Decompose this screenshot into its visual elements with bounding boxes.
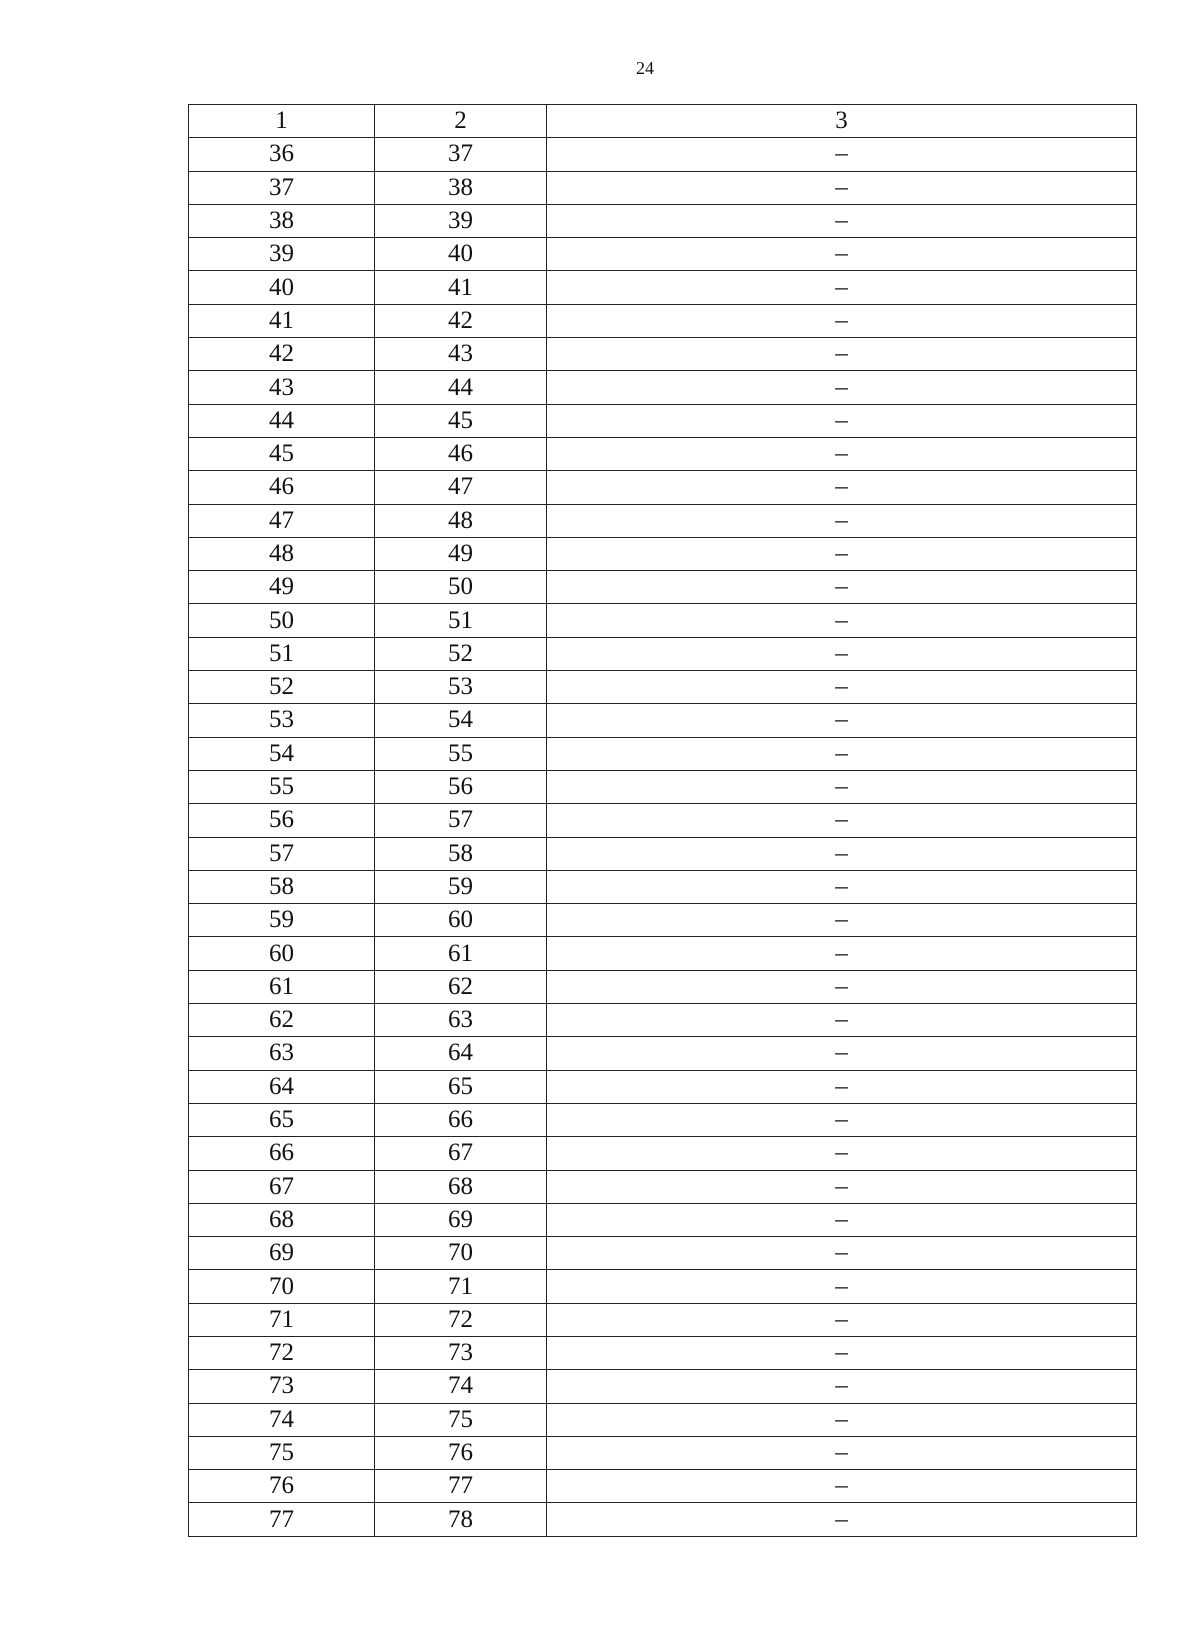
table-cell-col-2: 59: [375, 870, 547, 903]
table-cell-col-3: –: [547, 937, 1137, 970]
table-cell-col-2: 65: [375, 1070, 547, 1103]
table-cell-col-1: 76: [189, 1470, 375, 1503]
table-cell-col-3: –: [547, 970, 1137, 1003]
table-cell-col-1: 72: [189, 1336, 375, 1369]
table-cell-col-3: –: [547, 1070, 1137, 1103]
table-cell-col-2: 73: [375, 1336, 547, 1369]
table-cell-col-3: –: [547, 371, 1137, 404]
table-cell-col-1: 70: [189, 1270, 375, 1303]
table-row: [189, 870, 1137, 903]
table-cell-col-2: 70: [375, 1237, 547, 1270]
table-cell-col-1: 55: [189, 770, 375, 803]
table-cell-col-3: –: [547, 1037, 1137, 1070]
table-cell-col-2: 39: [375, 204, 547, 237]
table-cell-col-3: –: [547, 1370, 1137, 1403]
table-cell-col-1: 38: [189, 204, 375, 237]
table-cell-col-3: –: [547, 1403, 1137, 1436]
table-cell-col-3: –: [547, 271, 1137, 304]
table-cell-col-3: –: [547, 1270, 1137, 1303]
table-row: [189, 1336, 1137, 1369]
table-cell-col-2: 41: [375, 271, 547, 304]
table-cell-col-2: 67: [375, 1137, 547, 1170]
table-cell-col-2: 57: [375, 804, 547, 837]
table-cell-col-3: –: [547, 404, 1137, 437]
table-cell-col-2: 38: [375, 171, 547, 204]
table-cell-col-1: 69: [189, 1237, 375, 1270]
table-cell-col-1: 42: [189, 338, 375, 371]
table-row: [189, 837, 1137, 870]
table-cell-col-3: –: [547, 870, 1137, 903]
table-cell-col-3: –: [547, 1170, 1137, 1203]
table-row: [189, 937, 1137, 970]
table-cell-col-3: –: [547, 704, 1137, 737]
table-cell-col-2: 76: [375, 1436, 547, 1469]
table-cell-col-1: 67: [189, 1170, 375, 1203]
table-cell-col-2: 55: [375, 737, 547, 770]
table-cell-col-1: 68: [189, 1203, 375, 1236]
data-table: [188, 104, 1137, 1537]
table-cell-col-3: –: [547, 571, 1137, 604]
table-cell-col-1: 53: [189, 704, 375, 737]
table-cell-col-3: –: [547, 1303, 1137, 1336]
table-cell-col-1: 37: [189, 171, 375, 204]
table-cell-col-2: 72: [375, 1303, 547, 1336]
table-row: [189, 571, 1137, 604]
table-cell-col-2: 42: [375, 304, 547, 337]
table-cell-col-1: 51: [189, 637, 375, 670]
table-row: [189, 904, 1137, 937]
table-cell-col-3: –: [547, 1004, 1137, 1037]
table-row: [189, 671, 1137, 704]
table-cell-col-2: 71: [375, 1270, 547, 1303]
table-row: [189, 1070, 1137, 1103]
table-cell-col-2: 68: [375, 1170, 547, 1203]
table-cell-col-3: –: [547, 171, 1137, 204]
table-cell-col-1: 43: [189, 371, 375, 404]
table-cell-col-1: 62: [189, 1004, 375, 1037]
table-cell-col-3: –: [547, 238, 1137, 271]
table-cell-col-1: 57: [189, 837, 375, 870]
table-row: [189, 804, 1137, 837]
table-row: [189, 238, 1137, 271]
table-row: [189, 1403, 1137, 1436]
table-cell-col-3: –: [547, 1503, 1137, 1536]
table-cell-col-3: –: [547, 737, 1137, 770]
table-cell-col-2: 61: [375, 937, 547, 970]
table-cell-col-3: –: [547, 1470, 1137, 1503]
table-cell-col-3: –: [547, 1237, 1137, 1270]
table-cell-col-1: 63: [189, 1037, 375, 1070]
table-row: [189, 437, 1137, 470]
table-cell-col-1: 56: [189, 804, 375, 837]
table-cell-col-3: –: [547, 338, 1137, 371]
header-cell-3: 3: [547, 105, 1137, 138]
table-cell-col-2: 40: [375, 238, 547, 271]
table-cell-col-2: 51: [375, 604, 547, 637]
table-cell-col-2: 69: [375, 1203, 547, 1236]
table-row: [189, 1237, 1137, 1270]
table-cell-col-2: 37: [375, 138, 547, 171]
table-row: [189, 1270, 1137, 1303]
table-cell-col-3: –: [547, 904, 1137, 937]
table-row: [189, 1137, 1137, 1170]
table-cell-col-1: 48: [189, 537, 375, 570]
table-cell-col-2: 50: [375, 571, 547, 604]
table-cell-col-1: 77: [189, 1503, 375, 1536]
table-row: [189, 970, 1137, 1003]
table-cell-col-1: 54: [189, 737, 375, 770]
table-row: [189, 1503, 1137, 1536]
table-row: [189, 338, 1137, 371]
table-row: [189, 371, 1137, 404]
table-row: [189, 1303, 1137, 1336]
table-row: [189, 204, 1137, 237]
table-cell-col-1: 45: [189, 437, 375, 470]
table-cell-col-1: 44: [189, 404, 375, 437]
table-cell-col-2: 53: [375, 671, 547, 704]
table-cell-col-3: –: [547, 471, 1137, 504]
table-cell-col-3: –: [547, 204, 1137, 237]
table-cell-col-1: 46: [189, 471, 375, 504]
table-cell-col-3: –: [547, 637, 1137, 670]
table-cell-col-1: 39: [189, 238, 375, 271]
table-cell-col-2: 44: [375, 371, 547, 404]
table-cell-col-3: –: [547, 1203, 1137, 1236]
table-cell-col-1: 36: [189, 138, 375, 171]
table-cell-col-3: –: [547, 138, 1137, 171]
table-cell-col-3: –: [547, 1137, 1137, 1170]
table-cell-col-3: –: [547, 837, 1137, 870]
header-cell-2: 2: [375, 105, 547, 138]
table-row: [189, 1004, 1137, 1037]
table-row: [189, 1103, 1137, 1136]
table-cell-col-2: 77: [375, 1470, 547, 1503]
table-cell-col-3: –: [547, 804, 1137, 837]
table-cell-col-1: 65: [189, 1103, 375, 1136]
table-row: [189, 271, 1137, 304]
table-row: [189, 770, 1137, 803]
table-row: [189, 704, 1137, 737]
table-cell-col-1: 41: [189, 304, 375, 337]
table-cell-col-2: 63: [375, 1004, 547, 1037]
table-row: [189, 737, 1137, 770]
table-row: [189, 1470, 1137, 1503]
table-row: [189, 537, 1137, 570]
table-cell-col-1: 47: [189, 504, 375, 537]
table-cell-col-1: 75: [189, 1436, 375, 1469]
table-row: [189, 1037, 1137, 1070]
table-row: [189, 1203, 1137, 1236]
table-cell-col-2: 62: [375, 970, 547, 1003]
table-cell-col-1: 66: [189, 1137, 375, 1170]
table-cell-col-2: 75: [375, 1403, 547, 1436]
table-cell-col-1: 74: [189, 1403, 375, 1436]
table-cell-col-3: –: [547, 504, 1137, 537]
table-header-row: [189, 105, 1137, 138]
table-cell-col-2: 54: [375, 704, 547, 737]
table-cell-col-2: 64: [375, 1037, 547, 1070]
table-row: [189, 604, 1137, 637]
table-cell-col-1: 60: [189, 937, 375, 970]
table-cell-col-2: 66: [375, 1103, 547, 1136]
table-cell-col-2: 56: [375, 770, 547, 803]
table-cell-col-3: –: [547, 770, 1137, 803]
table-row: [189, 1370, 1137, 1403]
table-cell-col-1: 40: [189, 271, 375, 304]
table-row: [189, 471, 1137, 504]
table-cell-col-3: –: [547, 1436, 1137, 1469]
table-cell-col-2: 58: [375, 837, 547, 870]
table-row: [189, 1170, 1137, 1203]
table-row: [189, 404, 1137, 437]
table-cell-col-3: –: [547, 604, 1137, 637]
table-cell-col-2: 49: [375, 537, 547, 570]
table-cell-col-1: 58: [189, 870, 375, 903]
table-cell-col-3: –: [547, 437, 1137, 470]
table-cell-col-1: 61: [189, 970, 375, 1003]
table-row: [189, 637, 1137, 670]
table-row: [189, 504, 1137, 537]
table-cell-col-2: 43: [375, 338, 547, 371]
table-row: [189, 171, 1137, 204]
table-cell-col-3: –: [547, 537, 1137, 570]
table-cell-col-2: 52: [375, 637, 547, 670]
table-cell-col-3: –: [547, 671, 1137, 704]
table-cell-col-2: 74: [375, 1370, 547, 1403]
table-cell-col-2: 48: [375, 504, 547, 537]
table-cell-col-1: 73: [189, 1370, 375, 1403]
table-cell-col-1: 59: [189, 904, 375, 937]
table-cell-col-3: –: [547, 1336, 1137, 1369]
table-cell-col-3: –: [547, 1103, 1137, 1136]
table-row: [189, 1436, 1137, 1469]
table-row: [189, 138, 1137, 171]
table-cell-col-1: 71: [189, 1303, 375, 1336]
page-number: 24: [636, 58, 654, 78]
table-row: [189, 304, 1137, 337]
table-cell-col-1: 64: [189, 1070, 375, 1103]
table-cell-col-2: 46: [375, 437, 547, 470]
table-cell-col-2: 47: [375, 471, 547, 504]
table-cell-col-2: 45: [375, 404, 547, 437]
table-cell-col-3: –: [547, 304, 1137, 337]
table-cell-col-1: 49: [189, 571, 375, 604]
table-cell-col-2: 60: [375, 904, 547, 937]
table-cell-col-1: 50: [189, 604, 375, 637]
table-cell-col-1: 52: [189, 671, 375, 704]
table-cell-col-2: 78: [375, 1503, 547, 1536]
table-body: [189, 105, 1137, 1537]
header-cell-1: 1: [189, 105, 375, 138]
